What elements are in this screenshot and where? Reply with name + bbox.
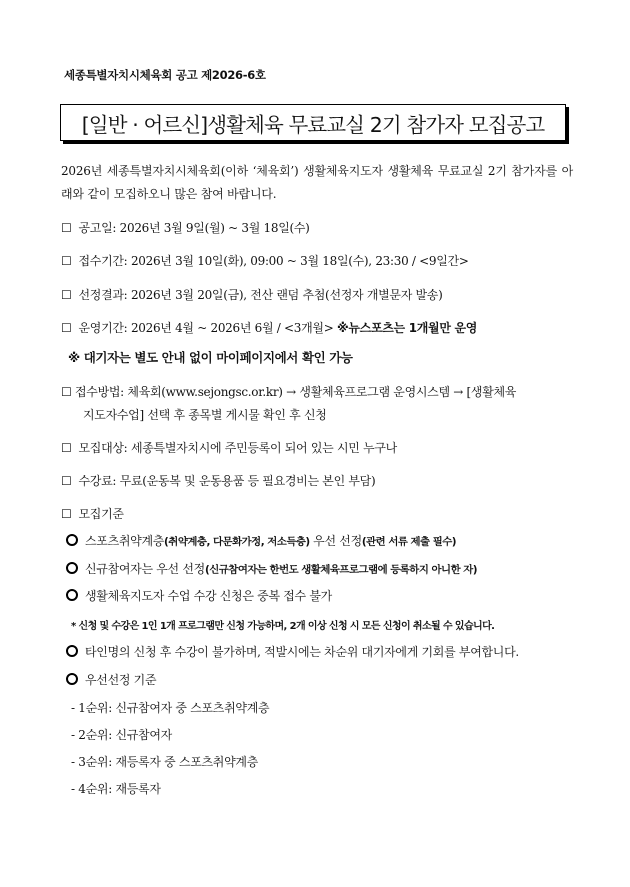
item-receipt-text: 접수기간: 2026년 3월 10일(화), 09:00 ~ 3월 18일(수), 23:30 / <9일간>	[78, 254, 469, 268]
priority-item: - 1순위: 신규참여자 중 스포츠취약계층	[71, 701, 270, 715]
c4-text: 타인명의 신청 후 수강이 불가하며, 적발시에는 차순위 대기자에게 기회를 부여합니다.	[85, 645, 519, 659]
checkbox-icon: ☐	[61, 474, 72, 488]
item-operation-period	[61, 319, 477, 336]
item-fee	[61, 472, 375, 489]
page-title: [일반 · 어르신]생활체육 무료교실 2기 참가자 모집공고	[81, 112, 545, 137]
checkbox-icon: ☐	[61, 288, 72, 302]
item-selection-text: 선정결과: 2026년 3월 20일(금), 전산 랜덤 추첨(선정자 개별문자 발송)	[78, 288, 443, 302]
circle-bullet-icon	[66, 645, 78, 657]
notice-number: 세종특별자치시체육회 공고 제2026-6호	[64, 68, 266, 82]
priority-item: - 3순위: 재등록자 중 스포츠취약계층	[71, 755, 258, 769]
criteria-item-vulnerable	[66, 532, 456, 549]
item-application-method	[61, 381, 516, 427]
item-period-text: 운영기간: 2026년 4월 ~ 2026년 6월 / <3개월>	[78, 321, 334, 335]
item-criteria-text: 모집기준	[78, 507, 124, 521]
item-announce-text: 공고일: 2026년 3월 9일(월) ~ 3월 18일(수)	[78, 221, 310, 235]
item-target	[61, 439, 397, 456]
circle-bullet-icon	[66, 534, 78, 546]
circle-bullet-icon	[66, 589, 78, 601]
c1-text-d: (관련 서류 제출 필수)	[361, 536, 457, 548]
item-criteria	[61, 505, 124, 522]
intro-paragraph: 2026년 세종특별자치시체육회(이하 ‘체육회’) 생활체육지도자 생활체육 무료교실 2기 참가자를 아래와 같이 모집하오니 많은 참여 바랍니다.	[61, 164, 573, 201]
checkbox-icon: ☐	[61, 254, 72, 268]
priority-item: - 2순위: 신규참여자	[71, 728, 172, 742]
item-selection-result	[61, 286, 442, 303]
item-target-text: 모집대상: 세종특별자치시에 주민등록이 되어 있는 시민 누구나	[78, 441, 397, 455]
c1-text-c: 우선 선정	[309, 534, 362, 548]
c2-text-a: 신규참여자는 우선 선정	[85, 562, 205, 576]
checkbox-icon: ☐	[61, 507, 72, 521]
method-line-1: 접수방법: 체육회(www.sejongsc.or.kr) → 생활체육프로그램 운영시스템 → [생활체육	[75, 385, 517, 399]
title-box	[60, 104, 566, 141]
c1-text-b: (취약계층, 다문화가정, 저소득층)	[164, 536, 310, 548]
item-fee-text: 수강료: 무료(운동복 및 운동용품 등 필요경비는 본인 부담)	[78, 474, 376, 488]
circle-bullet-icon	[66, 562, 78, 574]
priority-item: - 4순위: 재등록자	[71, 782, 161, 796]
criteria-item-new	[66, 560, 477, 577]
c5-text: 우선선정 기준	[85, 673, 157, 687]
checkbox-icon: ☐	[61, 385, 72, 399]
checkbox-icon: ☐	[61, 441, 72, 455]
criteria-item-identity	[66, 643, 519, 660]
waitlist-note: ※ 대기자는 별도 안내 없이 마이페이지에서 확인 가능	[68, 350, 353, 365]
item-receipt-period	[61, 252, 469, 269]
checkbox-icon: ☐	[61, 321, 72, 335]
warning-note: * 신청 및 수강은 1인 1개 프로그램만 신청 가능하며, 2개 이상 신청 시 모든 신청이 취소될 수 있습니다.	[71, 621, 495, 632]
method-line-2: 지도자수업] 선택 후 종목별 게시물 확인 후 신청	[83, 408, 327, 422]
c2-text-b: (신규참여자는 한번도 생활체육프로그램에 등록하지 아니한 자)	[204, 564, 478, 576]
c3-text: 생활체육지도자 수업 수강 신청은 중복 접수 불가	[85, 589, 332, 603]
circle-bullet-icon	[66, 673, 78, 685]
period-note: ※뉴스포츠는 1개월만 운영	[337, 321, 478, 335]
criteria-item-no-duplicate	[66, 587, 332, 604]
checkbox-icon: ☐	[61, 221, 72, 235]
item-announce-date	[61, 219, 310, 236]
c1-text-a: 스포츠취약계층	[85, 534, 165, 548]
criteria-item-priority	[66, 671, 156, 688]
